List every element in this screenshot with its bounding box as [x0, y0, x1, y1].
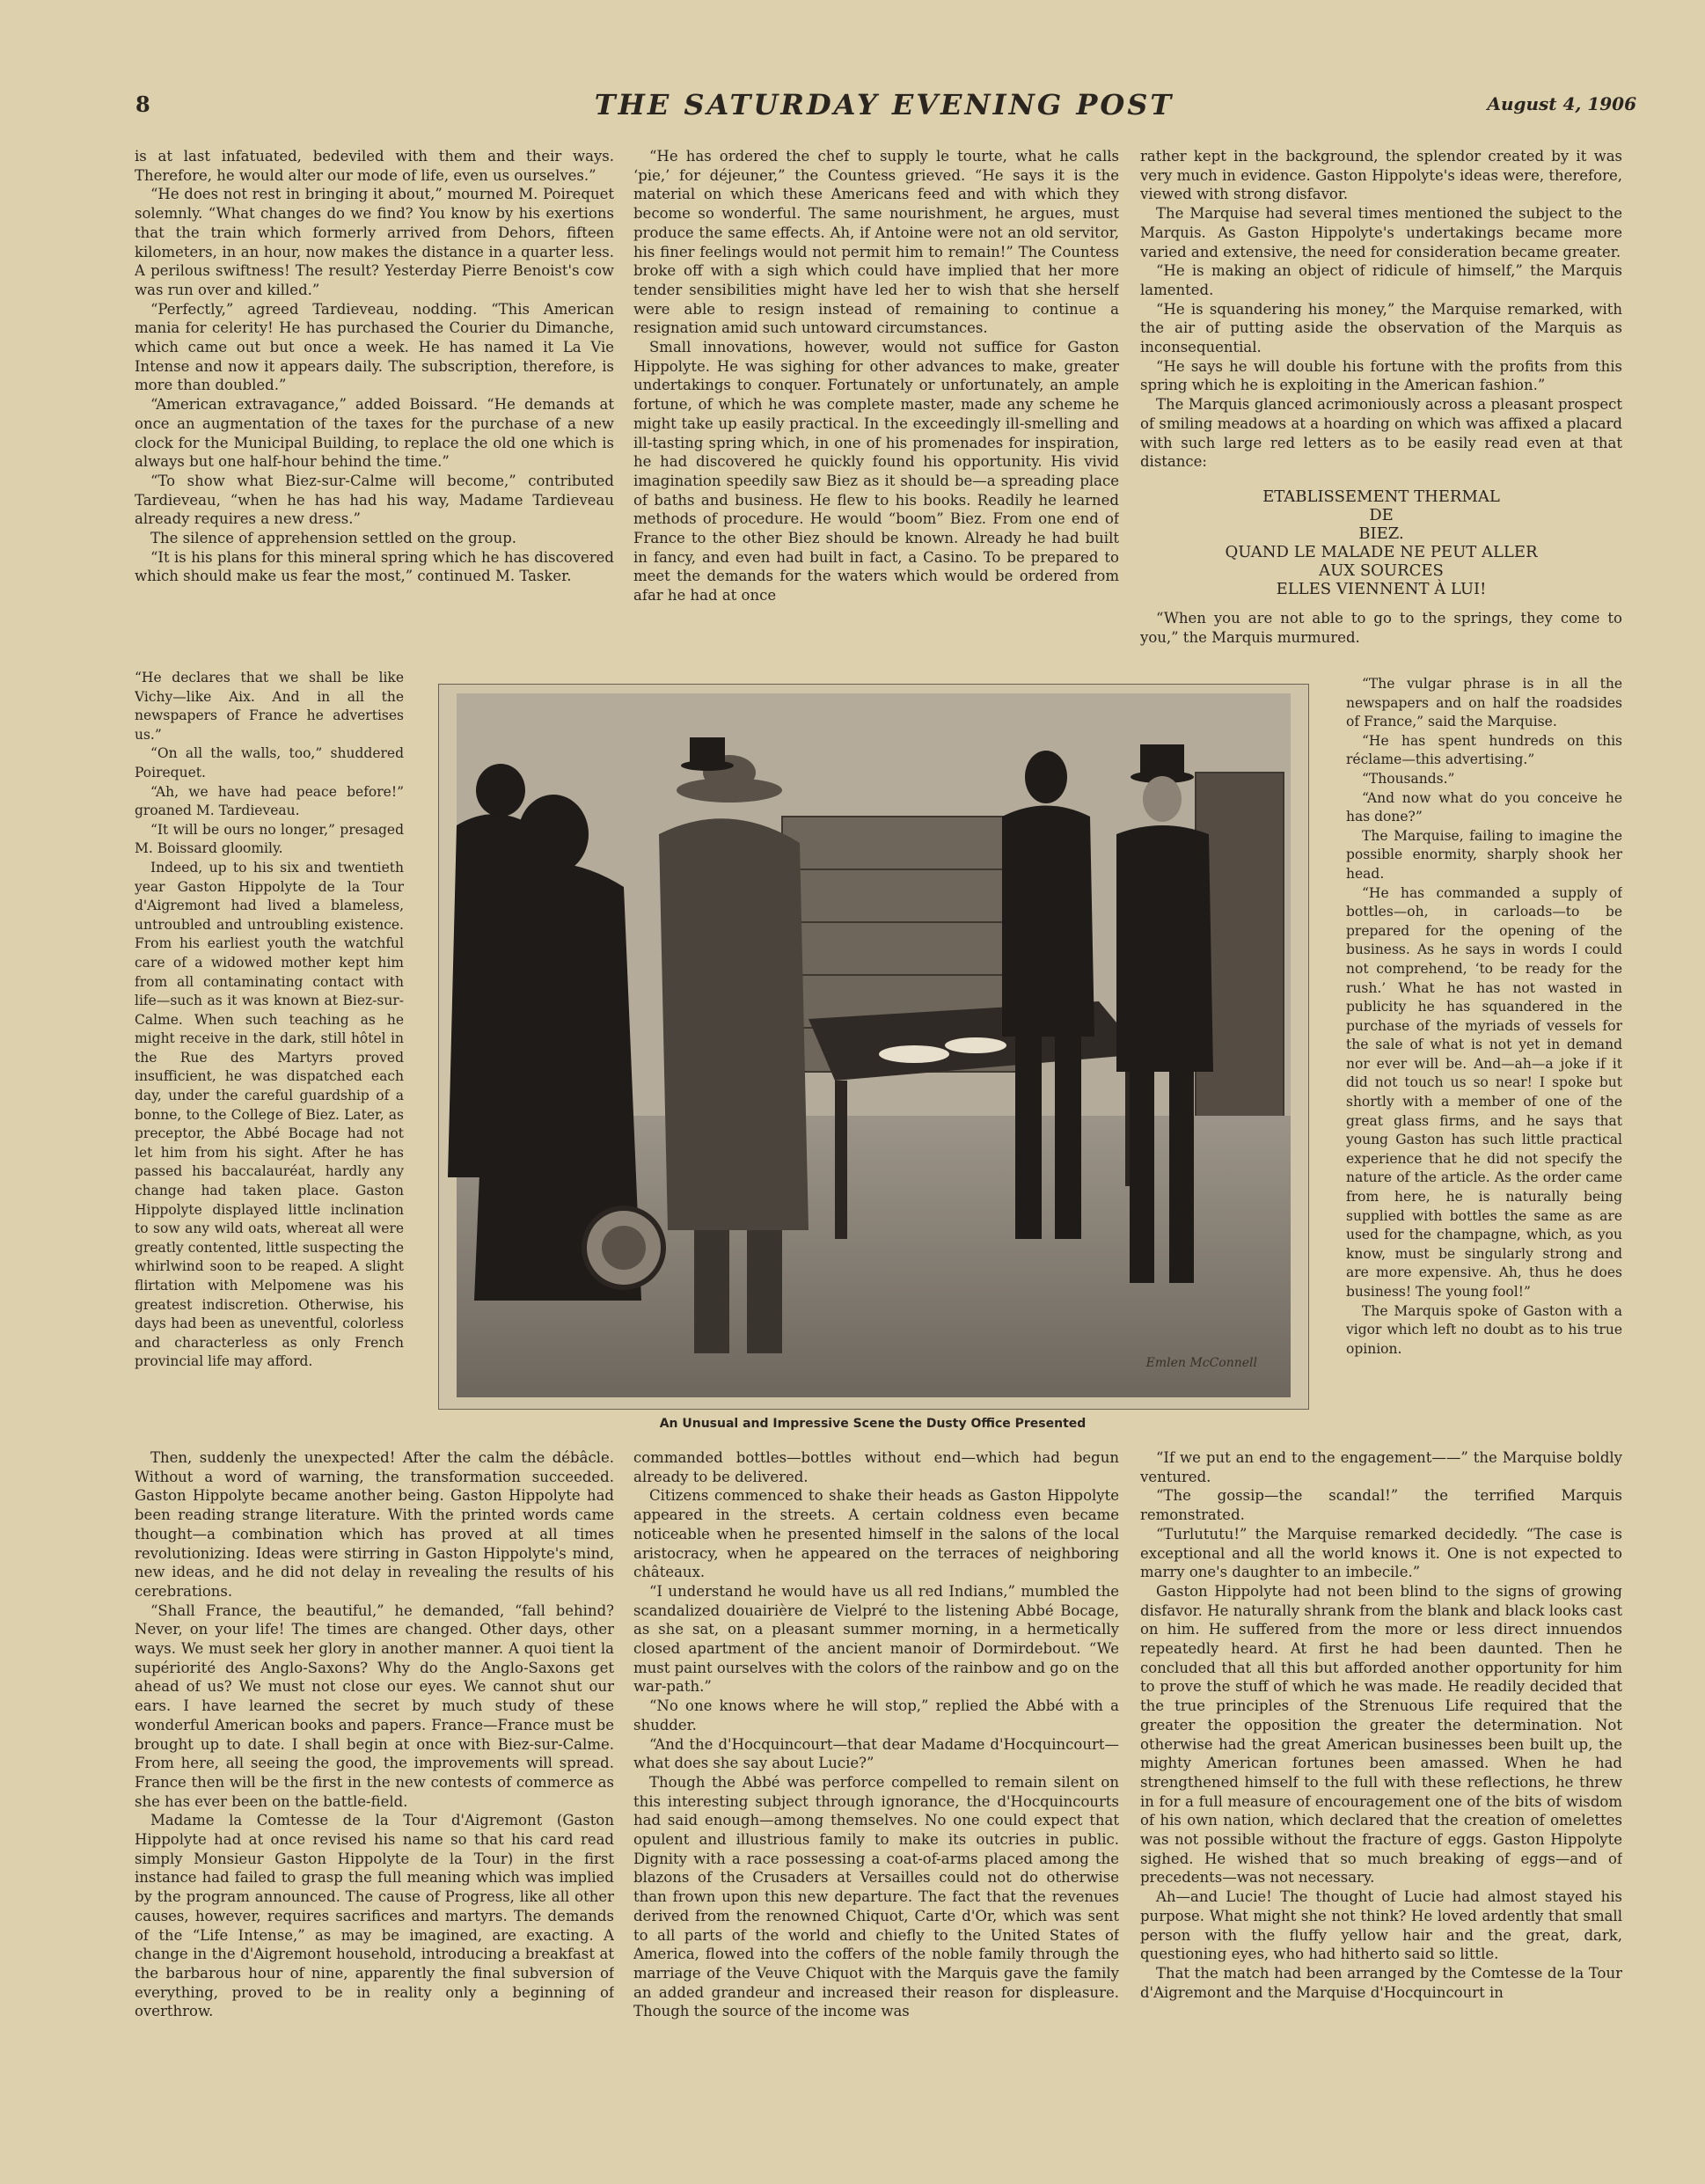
paragraph: The Marquis glanced acrimoniously across a pleasant prospect of smiling meadows at a hoarding on which was affixed a placard with such large red letters as to be easily read even at that distance:: [1140, 396, 1622, 471]
column-1-top: [135, 147, 614, 664]
placard-line: QUAND LE MALADE NE PEUT ALLER: [1225, 542, 1538, 561]
paragraph: “If we put an end to the engagement——” the Marquise boldly ventured.: [1140, 1449, 1622, 1485]
paragraph: Small innovations, however, would not suffice for Gaston Hippolyte. He was sighing for other advances to make, greater undertakings to conquer. Fortunately or unfortunately, an ample fortune, of which he was complete master, made any scheme he might take up easily practical. In the exceedingly ill-smelling and ill-tasting spring which, in one of his promenades for inspiration, he had discovered he quickly found his opportunity. His vivid imagination speedily saw Biez as it should be—a spreading place of baths and business. He flew to his books. Readily he learned methods of procedure. He would “boom” Biez. From one end of France to the other Biez should be known. Already he had built in fancy, and even had built in fact, a Casino. To be prepared to meet the demands for the waters which would be ordered from afar he had at once: [633, 339, 1119, 605]
paragraph: “To show what Biez-sur-Calme will become,” contributed Tardieveau, “when he has had his way, Madame Tardieveau already requires a new dress.”: [135, 472, 614, 528]
paragraph: “He says he will double his fortune with the profits from this spring which he is exploiting in the American fashion.”: [1140, 357, 1622, 394]
paragraph: “He is making an object of ridicule of himself,” the Marquis lamented.: [1140, 262, 1622, 298]
paragraph: “On all the walls, too,” shuddered Poirequet.: [135, 745, 404, 781]
paragraph: That the match had been arranged by the Comtesse de la Tour d'Aigremont and the Marquise d'Hocquincourt in: [1140, 1964, 1622, 2001]
paragraph: “Thousands.”: [1362, 770, 1455, 787]
paragraph: The Marquise, failing to imagine the possible enormity, sharply shook her head.: [1346, 827, 1622, 882]
artist-signature: Emlen McConnell: [1145, 1356, 1257, 1370]
column-3-top: [1140, 147, 1622, 675]
paragraph: “And the d'Hocquincourt—that dear Madame d'Hocquincourt—what does she say about Lucie?”: [633, 1735, 1119, 1772]
paragraph: “It is his plans for this mineral spring which he has discovered which should make us fear the most,” continued M. Tasker.: [135, 548, 614, 585]
issue-date: August 4, 1906: [1487, 93, 1636, 114]
paragraph: is at last infatuated, bedeviled with them and their ways. Therefore, he would alter our mode of life, even us ourselves.”: [135, 148, 614, 184]
column-1-narrow: [135, 669, 404, 1443]
spa-placard: [1140, 487, 1622, 598]
paragraph: “No one knows where he will stop,” replied the Abbé with a shudder.: [633, 1697, 1119, 1733]
column-3-narrow: [1346, 675, 1622, 1449]
paragraph: The silence of apprehension settled on the group.: [150, 530, 517, 547]
paragraph: “He does not rest in bringing it about,” mourned M. Poirequet solemnly. “What changes do we find? You know by his exertions that the train which formerly arrived from Dehors, fifteen kilometers, in an hour, now makes the distance in a quarter less. A perilous swiftness! The result? Yesterday Pierre Benoist's cow was run over and killed.”: [135, 186, 614, 298]
paragraph: Citizens commenced to shake their heads as Gaston Hippolyte appeared in the streets. A certain coldness even became noticeable when he presented himself in the salons of the local aristocracy, when he appeared on the terraces of neighboring châteaux.: [633, 1487, 1119, 1581]
paragraph: Indeed, up to his six and twentieth year Gaston Hippolyte de la Tour d'Aigremont had lived a blameless, untroubled and untroubling existence. From his earliest youth the watchful care of a widowed mother kept him from all contaminating contact with life—such as it was known at Biez-sur-Calme. When such teaching as he might receive in the dark, still hôtel in the Rue des Martyrs proved insufficient, he was dispatched each day, under the careful guardship of a bonne, to the College of Biez. Later, as preceptor, the Abbé Bocage had not let him from his sight. After he has passed his baccalauréat, hardly any change had taken place. Gaston Hippolyte displayed little inclination to sow any wild oats, whereat all were greatly contented, little suspecting the whirlwind soon to be reaped. A slight flirtation with Melpomene was his greatest indiscretion. Otherwise, his days had been as uneventful, colorless and characterless as only French provincial life may afford.: [135, 859, 404, 1370]
paragraph: “The vulgar phrase is in all the newspapers and on half the roadsides of France,” said the Marquise.: [1346, 676, 1622, 730]
illustration-caption: An Unusual and Impressive Scene the Dusty Office Presented: [659, 1417, 1087, 1431]
office-scene-illustration: [438, 684, 1309, 1410]
paragraph: “The gossip—the scandal!” the terrified Marquis remonstrated.: [1140, 1487, 1622, 1524]
paragraph: “It will be ours no longer,” presaged M. Boissard gloomily.: [135, 821, 404, 857]
paragraph: “He is squandering his money,” the Marquise remarked, with the air of putting aside the observation of the Marquis as inconsequential.: [1140, 300, 1622, 356]
illustration-drawing: [439, 685, 1308, 1409]
page-number: 8: [135, 92, 150, 117]
paragraph: The Marquis spoke of Gaston with a vigor which left no doubt as to his true opinion.: [1346, 1302, 1622, 1357]
column-3-bottom: [1140, 1448, 1622, 2064]
paragraph: “He has ordered the chef to supply le tourte, what he calls ‘pie,’ for déjeuner,” the Countess grieved. “He says it is the material on which these Americans feed and with which they become so wonderful. The same nourishment, he argues, must produce the same effects. Ah, if Antoine were not an old servitor, his finer feelings would not permit him to remain!” The Countess broke off with a sigh which could have implied that her more tender sensibilities might have led her to wish that she herself were able to resign instead of remaining to continue a resignation amid such untoward circumstances.: [633, 148, 1119, 337]
masthead-title: THE SATURDAY EVENING POST: [594, 88, 1174, 121]
placard-line: DE: [1369, 505, 1394, 524]
paragraph: Then, suddenly the unexpected! After the calm the débâcle. Without a word of warning, the transformation succeeded. Gaston Hippolyte became another being. Gaston Hippolyte had been reading strange literature. With the printed words came thought—a combination which has proved at all times revolutionizing. Ideas were stirring in Gaston Hippolyte's mind, new ideas, and he did not delay in revealing the results of his cerebrations.: [135, 1449, 614, 1600]
paragraph: “Shall France, the beautiful,” he demanded, “fall behind? Never, on your life! The times are changed. Other days, other ways. We must seek her glory in another manner. A quoi tient la supériorité des Anglo-Saxons? Why do the Anglo-Saxons get ahead of us? We must not close our eyes. We cannot shut our ears. I have learned the secret by much study of these wonderful American books and papers. France—France must be brought up to date. I shall begin at once with Biez-sur-Calme. From here, all seeing the good, the improvements will spread. France then will be the first in the new contests of commerce as she has ever been on the battle-field.: [135, 1601, 614, 1810]
paragraph: “When you are not able to go to the springs, they come to you,” the Marquis murmured.: [1140, 609, 1622, 646]
paragraph: commanded bottles—bottles without end—which had begun already to be delivered.: [633, 1449, 1119, 1485]
paragraph: “American extravagance,” added Boissard. “He demands at once an augmentation of the taxes for the purchase of a new clock for the Municipal Building, to replace the old one which is always but one half-hour behind the time.”: [135, 396, 614, 471]
paragraph: “I understand he would have us all red Indians,” mumbled the scandalized douairière de Vielpré to the listening Abbé Bocage, as she sat, on a pleasant summer morning, in a hermetically closed apartment of the ancient manoir of Dormirdebout. “We must paint ourselves with the colors of the rainbow and go on the war-path.”: [633, 1582, 1119, 1696]
placard-line: ETABLISSEMENT THERMAL: [1262, 487, 1500, 506]
placard-line: BIEZ.: [1358, 524, 1404, 543]
paragraph: “He has spent hundreds on this réclame—this advertising.”: [1346, 732, 1622, 768]
paragraph: Though the Abbé was perforce compelled to remain silent on this interesting subject through ignorance, the d'Hocquincourts had said enough—among themselves. No one could expect that opulent and illustrious family to make its outcries in public. Dignity with a race possessing a coat-of-arms placed among the blazons of the Crusaders at Versailles could not do otherwise than frown upon this new departure. The fact that the revenues derived from the renowned Chiquot, Carte d'Or, which was sent to all parts of the world and chiefly to the United States of America, flowed into the coffers of the noble family through the marriage of the Veuve Chiquot with the Marquis gave the family an added grandeur and increased their reason for displeasure. Though the source of the income was: [633, 1773, 1119, 2020]
placard-line: ELLES VIENNENT À LUI!: [1276, 579, 1487, 598]
paragraph: “Turlututu!” the Marquise remarked decidedly. “The case is exceptional and all the world knows it. One is not expected to marry one's daughter to an imbecile.”: [1140, 1525, 1622, 1581]
paragraph: The Marquise had several times mentioned the subject to the Marquis. As Gaston Hippolyte's undertakings became more varied and extensive, the need for consideration became greater.: [1140, 205, 1622, 260]
paragraph: “He has commanded a supply of bottles—oh, in carloads—to be prepared for the opening of the business. As he says in words I could not comprehend, ‘to be ready for the rush.’ What he has not wasted in publicity he has squandered in the purchase of the myriads of vessels for the sale of what is not yet in demand nor ever will be. And—ah—a joke if it did not touch us so near! I spoke but shortly with a member of one of the great glass firms, and he says that young Gaston has such little practical experience that he did not specify the nature of the article. As the order came from here, he is naturally being supplied with bottles the same as are used for the champagne, which, as you know, must be singularly strong and are more expensive. Ah, thus he does business! The young fool!”: [1346, 884, 1622, 1300]
page-header: [132, 88, 1636, 123]
column-2-top: [633, 147, 1119, 664]
placard-line: AUX SOURCES: [1319, 561, 1444, 580]
paragraph: “Ah, we have had peace before!” groaned M. Tardieveau.: [135, 783, 404, 819]
paragraph: “And now what do you conceive he has done?”: [1346, 789, 1622, 825]
paragraph: rather kept in the background, the splendor created by it was very much in evidence. Gaston Hippolyte's ideas were, therefore, viewed with strong disfavor.: [1140, 148, 1622, 203]
paragraph: “Perfectly,” agreed Tardieveau, nodding. “This American mania for celerity! He has purchased the Courier du Dimanche, which came out but once a week. He has named it La Vie Intense and now it appears daily. The subscription, therefore, is more than doubled.”: [135, 300, 614, 394]
paragraph: Gaston Hippolyte had not been blind to the signs of growing disfavor. He naturally shrank from the blank and black looks cast on him. He suffered from the more or less direct innuendos repeatedly heard. At first he had been daunted. Then he concluded that all this but afforded another opportunity for him to prove the stuff of which he was made. He readily decided that the true principles of the Strenuous Life required that the greater the opposition the greater the determination. Not otherwise had the great American businesses been built up, the mighty American fortunes been amassed. When he had strengthened himself to the full with these reflections, he threw in for a full measure of encouragement one of the bits of wisdom of his own nation, which declared that the creation of omelettes was not possible without the fracture of eggs. Gaston Hippolyte sighed. He wished that so much breaking of eggs—and of precedents—was not necessary.: [1140, 1582, 1622, 1887]
column-1-bottom: [135, 1448, 614, 2056]
paragraph: “He declares that we shall be like Vichy—like Aix. And in all the newspapers of France he advertises us.”: [135, 670, 404, 743]
paragraph: Ah—and Lucie! The thought of Lucie had almost stayed his purpose. What might she not think? He loved ardently that small person with the fluffy yellow hair and the great, dark, questioning eyes, who had hitherto said so little.: [1140, 1888, 1622, 1963]
column-2-bottom: [633, 1448, 1119, 2056]
paragraph: Madame la Comtesse de la Tour d'Aigremont (Gaston Hippolyte had at once revised his name so that his card read simply Monsieur Gaston Hippolyte de la Tour) in the first instance had failed to grasp the full meaning which was implied by the program announced. The cause of Progress, like all other causes, however, requires sacrifices and martyrs. The demands of the “Life Intense,” as may be imagined, are exacting. A change in the d'Aigremont household, introducing a breakfast at the barbarous hour of nine, apparently the final subversion of everything, proved to be in reality only a beginning of overthrow.: [135, 1812, 614, 2020]
